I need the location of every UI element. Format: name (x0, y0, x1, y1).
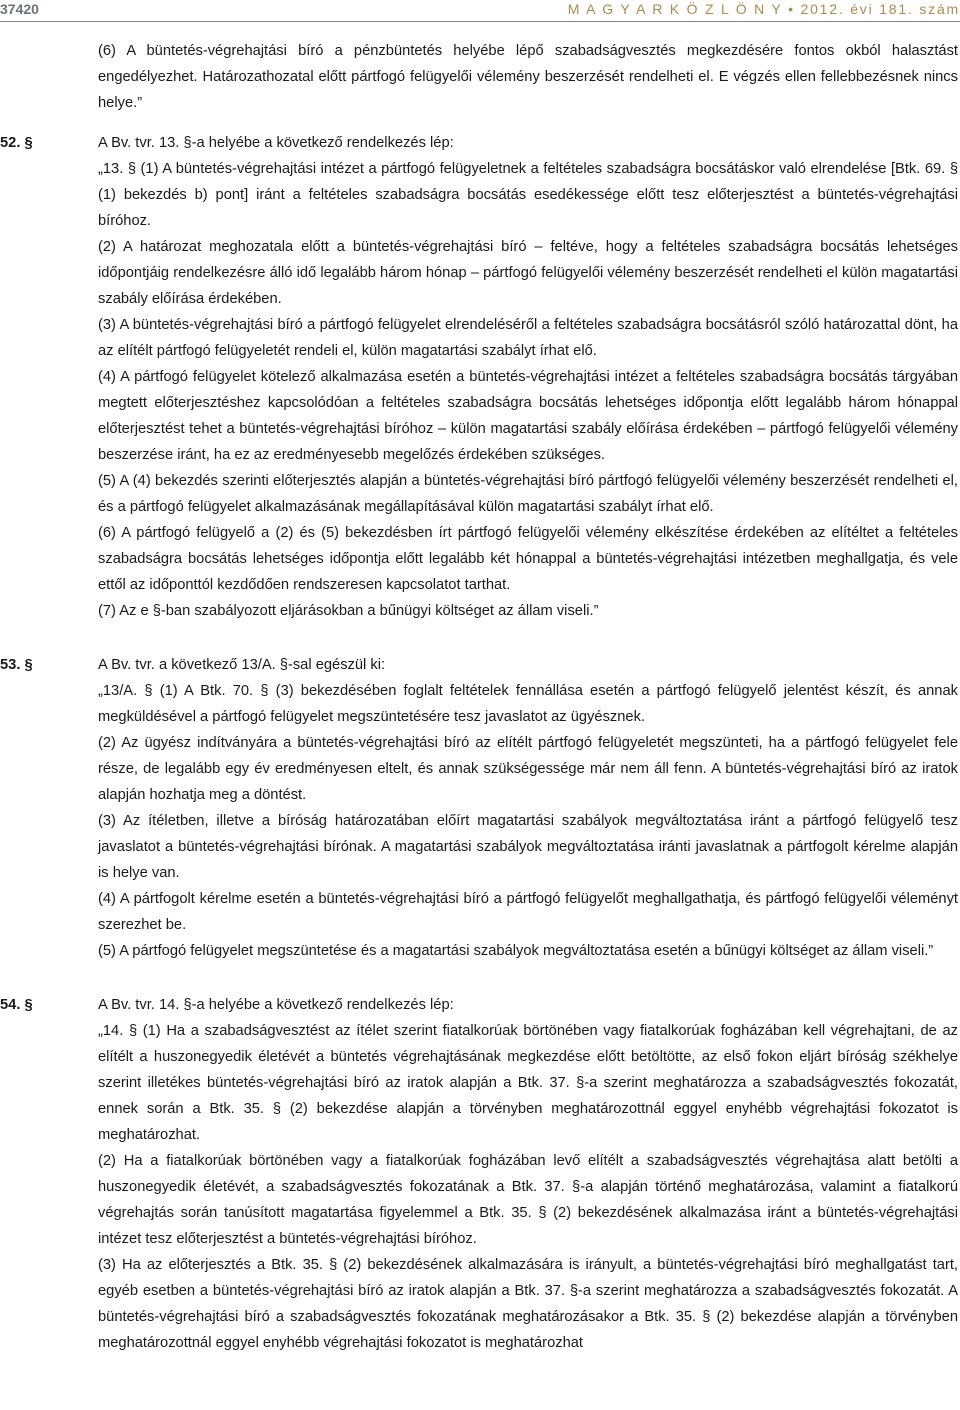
section-paragraph: (5) A pártfogó felügyelet megszüntetése és a magatartási szabályok megváltoztatása esetén a bűnügyi költséget az állam viseli.” (98, 943, 934, 959)
section-paragraph: (4) A pártfogolt kérelme esetén a büntetés-végrehajtási bíró a pártfogó felügyelőt meghallgathatja, és pártfogó felügyelői véleményt szerezhet be. (98, 891, 958, 933)
section-paragraph: (3) Ha az előterjesztés a Btk. 35. § (2) bekezdésének alkalmazására is irányult, a büntetés-végrehajtási bíró meghallgatást tart, egyéb esetben a büntetés-végrehajtási bíró az iratok alapján a Btk. 37. §-a szerint meghatározza a szabadságvesztés fokozatát. A büntetés-végrehajtási bíró a szabadságvesztés fokozatának meghatározásakor a Btk. 35. § (2) bekezdése alapján a törvényben meghatározottnál eggyel enyhébb végrehajtási fokozatot is meghatározhat (98, 1257, 958, 1351)
section-paragraph: (7) Az e §-ban szabályozott eljárásokban a bűnügyi költséget az állam viseli.” (98, 603, 599, 619)
page-header (0, 0, 960, 18)
section-paragraph: (3) A büntetés-végrehajtási bíró a pártfogó felügyelet elrendeléséről a feltételes szabadságra bocsátásról szóló határozattal dönt, ha az elítélt pártfogó felügyeletét rendeli el, külön magatartási szabályt írhat elő. (98, 317, 958, 359)
section-paragraph: (6) A pártfogó felügyelő a (2) és (5) bekezdésben írt pártfogó felügyelői vélemény elkészítése érdekében az elítéltet a feltételes szabadságra bocsátás lehetséges időpontja előtt legalább két hónappal a büntetés-végrehajtási intézetben meghallgatja, és vele ettől az időponttól kezdődően rendszeresen kapcsolatot tarthat. (98, 525, 958, 593)
section-number: 54. § (0, 997, 33, 1013)
section-paragraph: „13/A. § (1) A Btk. 70. § (3) bekezdésében foglalt feltételek fennállása esetén a pártfogó felügyelő jelentést készít, és annak megküldésével a pártfogó felügyelet megszüntetésére tesz javaslatot az ügyésznek. (98, 683, 958, 725)
section-52 (0, 130, 958, 624)
section-paragraph: (2) A határozat meghozatala előtt a büntetés-végrehajtási bíró – feltéve, hogy a feltételes szabadságra bocsátás lehetséges időpontjáig rendelkezésre álló idő legalább három hónap – pártfogó felügyelői vélemény beszerzését rendelheti el külön magatartási szabály előírása érdekében. (98, 239, 958, 307)
section-intro: A Bv. tvr. a következő 13/A. §-sal egészül ki: (98, 657, 386, 673)
section-paragraph: „13. § (1) A büntetés-végrehajtási intézet a pártfogó felügyeletnek a feltételes szabadságra bocsátáskor való elrendelése [Btk. 69. § (1) bekezdés b) pont] iránt a feltételes szabadságra bocsátás esedékessége előtt tesz előterjesztést a büntetés-végrehajtási bíróhoz. (98, 161, 958, 229)
document-body (0, 38, 958, 1356)
section-paragraph: (2) Az ügyész indítványára a büntetés-végrehajtási bíró az elítélt pártfogó felügyeletét megszünteti, ha a pártfogó felügyelet fele része, de legalább egy év eredményesen eltelt, és annak szükségessége már nem áll fenn. A büntetés-végrehajtási bíró az iratok alapján hozhatja meg a döntést. (98, 735, 958, 803)
intro-paragraph: (6) A büntetés-végrehajtási bíró a pénzbüntetés helyébe lépő szabadságvesztés megkezdésére fontos okból halasztást engedélyezhet. Határozathozatal előtt pártfogó felügyelői vélemény beszerzését rendelheti el. E végzés ellen fellebbezésnek nincs helye.” (98, 43, 958, 111)
section-number: 53. § (0, 657, 33, 673)
section-paragraph: (3) Az ítéletben, illetve a bíróság határozatában előírt magatartási szabályok megváltoztatása iránt a pártfogó felügyelő tesz javaslatot a büntetés-végrehajtási bírónak. A magatartási szabályok megváltoztatása iránti javaslatnak a pártfogolt kérelme alapján is helye van. (98, 813, 958, 881)
section-paragraph: (2) Ha a fiatalkorúak börtönében vagy a fiatalkorúak fogházában levő elítélt a szabadságvesztés végrehajtása alatt betölti a huszonegyedik életévét, a szabadságvesztés fokozatának a Btk. 37. §-a alapján történő meghatározása, valamint a fiatalkorú végrehajtás során tanúsított magatartása figyelemmel a Btk. 35. § (2) bekezdésének alkalmazása iránt a büntetés-végrehajtási intézet tesz előterjesztést a büntetés-végrehajtási bíróhoz. (98, 1153, 958, 1247)
header-divider (0, 21, 960, 22)
section-54 (0, 992, 958, 1356)
section-paragraph: (4) A pártfogó felügyelet kötelező alkalmazása esetén a büntetés-végrehajtási intézet a feltételes szabadságra bocsátás tárgyában megtett előterjesztéshez kapcsolódóan a feltételes szabadságra bocsátás lehetséges időpontja előtt legalább három hónappal előterjesztést tehet a büntetés-végrehajtási bíróhoz – külön magatartási szabály előírása érdekében – pártfogó felügyelői vélemény beszerzése iránt, ha ez az eredményesebb megelőzés érdekében szükséges. (98, 369, 958, 463)
section-paragraph: (5) A (4) bekezdés szerinti előterjesztés alapján a büntetés-végrehajtási bíró pártfogó felügyelői vélemény beszerzését rendelheti el, és a pártfogó felügyelet alkalmazásának megállapításával külön magatartási szabályt írhat elő. (98, 473, 958, 515)
section-paragraph: „14. § (1) Ha a szabadságvesztést az ítélet szerint fiatalkorúak börtönében vagy fiatalkorúak fogházában kell végrehajtani, de az elítélt a huszonegyedik életévét a büntetés végrehajtásának megkezdése előtt betöltötte, az első fokon eljárt bíróság székhelye szerint illetékes büntetés-végrehajtási bíró az iratok alapján a Btk. 37. §-a szerint meghatározza a szabadságvesztés fokozatát, ennek során a Btk. 35. § (2) bekezdése alapján a törvényben meghatározottnál eggyel enyhébb végrehajtási fokozatot is meghatározhat. (98, 1023, 958, 1143)
page-number: 37420 (0, 1, 39, 17)
section-number: 52. § (0, 135, 33, 151)
section-intro: A Bv. tvr. 13. §-a helyébe a következő rendelkezés lép: (98, 135, 454, 151)
journal-title: M A G Y A R K Ö Z L Ö N Y • 2012. évi 181. szám (567, 1, 960, 17)
section-53 (0, 652, 958, 964)
section-intro: A Bv. tvr. 14. §-a helyébe a következő rendelkezés lép: (98, 997, 454, 1013)
